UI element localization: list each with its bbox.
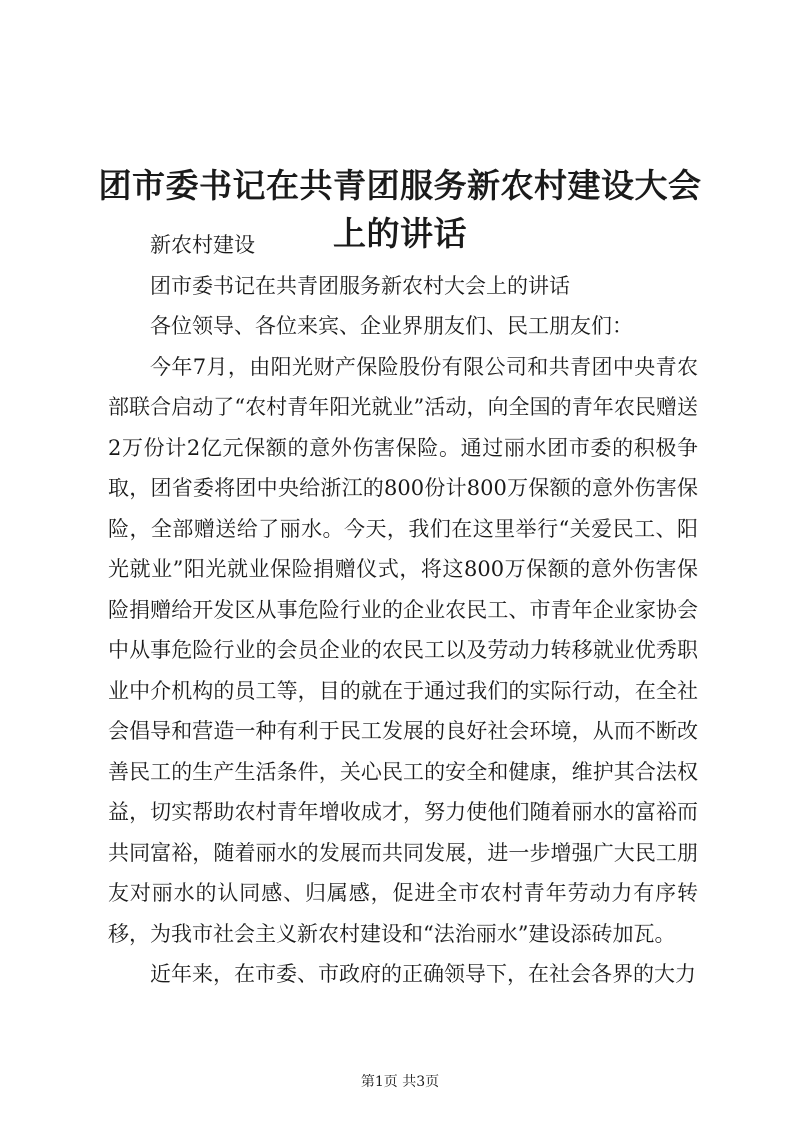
document-title: 团市委书记在共青团服务新农村建设大会上的讲话: [98, 166, 702, 254]
paragraph-continuation: 近年来，在市委、市政府的正确领导下，在社会各界的大力: [150, 962, 696, 986]
paragraph-subtitle: 团市委书记在共青团服务新农村大会上的讲话: [150, 273, 570, 298]
paragraph-main: 今年7月，由阳光财产保险股份有限公司和共青团中央青农部联合启动了“农村青年阳光就业”活动，向全国的青年农民赠送2万份计2亿元保额的意外伤害保险。通过丽水团市委的积极争取，团省委将团中央给浙江的800份计800万保额的意外伤害保险，全部赠送给了丽水。今天，我们在这里举行“关爱民工、阳光就业”阳光就业保险捐赠仪式，将这800万保额的意外伤害保险捐赠给开发区从事危险行业的企业农民工、市青年企业家协会中从事危险行业的会员企业的农民工以及劳动力转移就业优秀职业中介机构的员工等，目的就在于通过我们的实际行动，在全社会倡导和营造一种有利于民工发展的良好社会环境，从而不断改善民工的生产生活条件，关心民工的安全和健康，维护其合法权益，切实帮助农村青年增收成才，努力使他们随着丽水的富裕而共同富裕，随着丽水的发展而共同发展，进一步增强广大民工朋友对丽水的认同感、归属感，促进全市农村青年劳动力有序转移，为我市社会主义新农村建设和“法治丽水”建设添砖加瓦。: [108, 354, 698, 946]
document-body: [108, 225, 698, 995]
paragraph-topic: 新农村建设: [150, 233, 255, 257]
page-footer: 第1页 共3页: [360, 1074, 440, 1090]
paragraph-salutation: 各位领导、各位来宾、企业界朋友们、民工朋友们：: [150, 314, 633, 338]
